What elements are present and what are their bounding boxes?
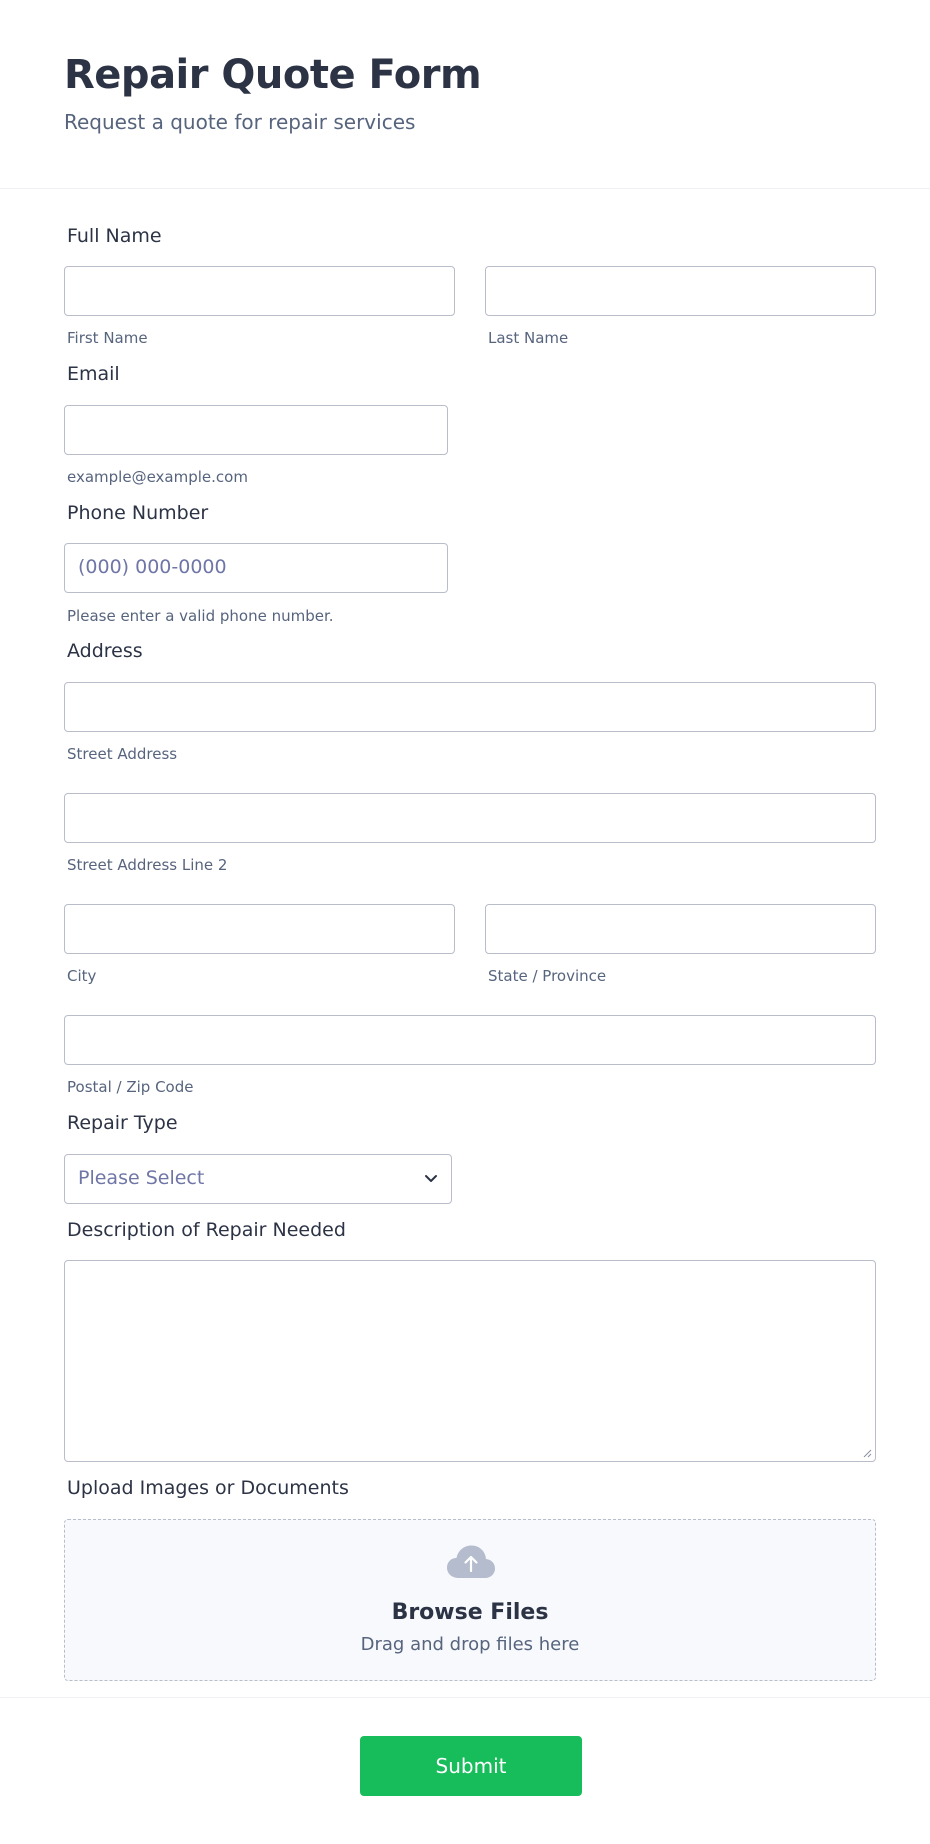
page-title: Repair Quote Form <box>64 52 482 98</box>
resize-handle-icon[interactable] <box>862 1448 872 1458</box>
cloud-upload-icon <box>446 1544 496 1580</box>
repair-type-select[interactable] <box>64 1154 452 1204</box>
city-sublabel: City <box>67 967 97 985</box>
description-textarea[interactable] <box>64 1260 876 1462</box>
submit-button[interactable]: Submit <box>360 1736 582 1796</box>
phone-input[interactable] <box>64 543 448 593</box>
phone-label: Phone Number <box>67 502 209 524</box>
file-upload-dropzone[interactable] <box>64 1519 876 1681</box>
first-name-sublabel: First Name <box>67 329 148 347</box>
zip-sublabel: Postal / Zip Code <box>67 1078 194 1096</box>
form-header <box>0 0 930 189</box>
phone-sublabel: Please enter a valid phone number. <box>67 607 334 625</box>
chevron-down-icon <box>423 1170 439 1186</box>
state-sublabel: State / Province <box>488 967 607 985</box>
street-address-input[interactable] <box>64 682 876 732</box>
state-input[interactable] <box>485 904 876 954</box>
email-label: Email <box>67 363 120 385</box>
street-address-line2-sublabel: Street Address Line 2 <box>67 856 228 874</box>
repair-type-label: Repair Type <box>67 1112 178 1134</box>
street-address-sublabel: Street Address <box>67 745 178 763</box>
address-label: Address <box>67 640 143 662</box>
drag-drop-hint: Drag and drop files here <box>360 1634 580 1655</box>
form-footer <box>0 1697 930 1844</box>
phone-placeholder: (000) 000-0000 <box>78 556 227 578</box>
first-name-input[interactable] <box>64 266 455 316</box>
page-subtitle: Request a quote for repair services <box>64 110 416 134</box>
upload-label: Upload Images or Documents <box>67 1477 349 1499</box>
last-name-input[interactable] <box>485 266 876 316</box>
description-label: Description of Repair Needed <box>67 1219 346 1241</box>
city-input[interactable] <box>64 904 455 954</box>
last-name-sublabel: Last Name <box>488 329 569 347</box>
full-name-label: Full Name <box>67 225 162 247</box>
zip-input[interactable] <box>64 1015 876 1065</box>
browse-files-button[interactable]: Browse Files <box>391 1600 549 1625</box>
email-sublabel: example@example.com <box>67 468 248 486</box>
email-field[interactable] <box>64 405 448 455</box>
street-address-line2-input[interactable] <box>64 793 876 843</box>
repair-type-selected: Please Select <box>78 1167 205 1189</box>
